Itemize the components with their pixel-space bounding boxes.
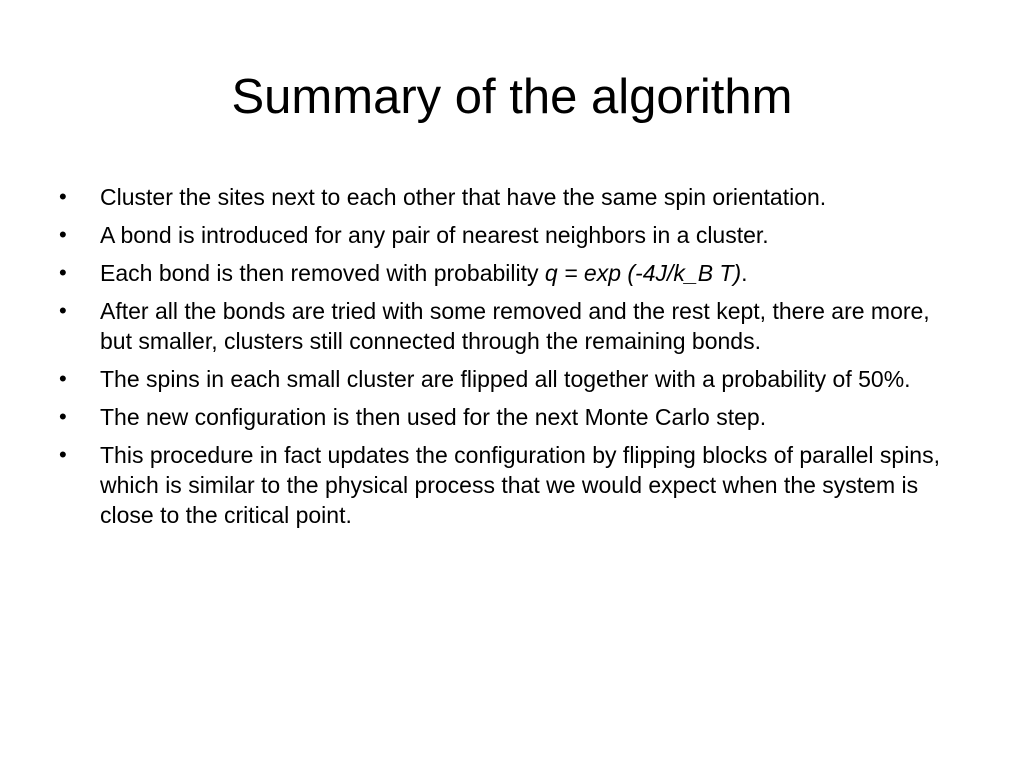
bullet-text-end: . bbox=[741, 260, 748, 286]
list-item bbox=[52, 182, 962, 212]
list-item bbox=[52, 258, 962, 288]
bullet-icon: • bbox=[59, 298, 67, 323]
bullet-icon: • bbox=[59, 184, 67, 209]
list-item bbox=[52, 440, 962, 530]
list-item bbox=[52, 220, 962, 250]
probability-formula: q = exp (-4J/k_B T) bbox=[544, 260, 742, 286]
bullet-icon: • bbox=[59, 222, 67, 247]
list-item bbox=[52, 296, 962, 356]
bullet-text: After all the bonds are tried with some removed and the rest kept, there are more, but smaller, clusters still connected through the remaining bonds. bbox=[100, 298, 930, 354]
bullet-text: A bond is introduced for any pair of nearest neighbors in a cluster. bbox=[100, 222, 769, 248]
slide-title: Summary of the algorithm bbox=[231, 70, 793, 124]
bullet-text: Each bond is then removed with probability bbox=[100, 260, 545, 286]
bullet-icon: • bbox=[59, 404, 67, 429]
bullet-text: The spins in each small cluster are flipped all together with a probability of 50%. bbox=[100, 366, 911, 392]
bullet-icon: • bbox=[59, 260, 67, 285]
bullet-icon: • bbox=[59, 442, 67, 467]
list-item bbox=[52, 364, 962, 394]
bullet-list bbox=[52, 182, 962, 538]
bullet-text: This procedure in fact updates the configuration by flipping blocks of parallel spins, which is similar to the physical process that we would expect when the system is close to the critical point. bbox=[100, 442, 940, 528]
list-item bbox=[52, 402, 962, 432]
bullet-text: The new configuration is then used for the next Monte Carlo step. bbox=[100, 404, 767, 430]
bullet-text: Cluster the sites next to each other that have the same spin orientation. bbox=[100, 184, 827, 210]
bullet-icon: • bbox=[59, 366, 67, 391]
